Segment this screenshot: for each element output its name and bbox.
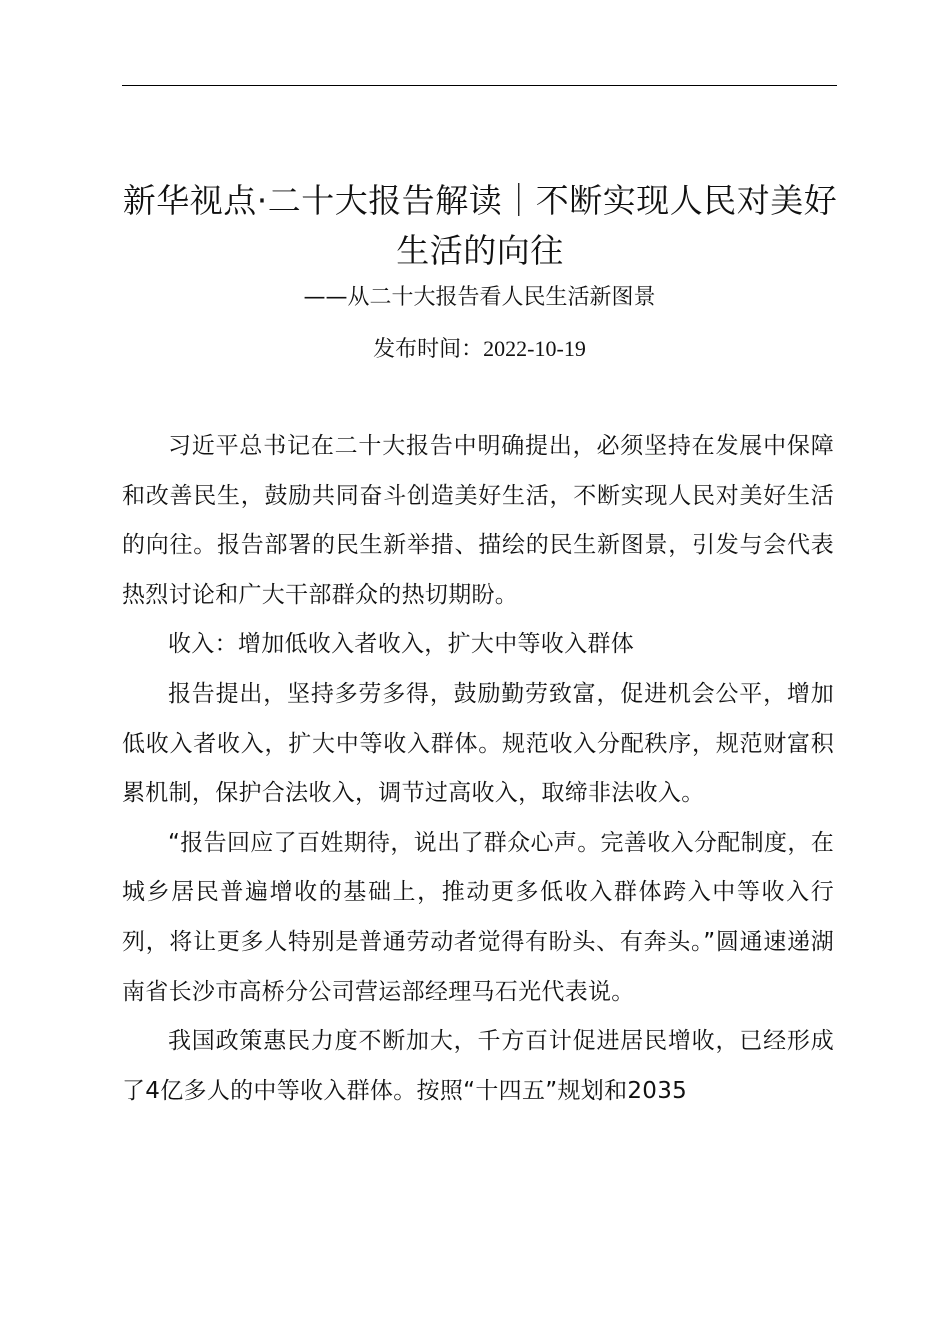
document-title: 新华视点·二十大报告解读｜不断实现人民对美好生活的向往 bbox=[122, 181, 838, 270]
paragraph: 习近平总书记在二十大报告中明确提出，必须坚持在发展中保障和改善民生，鼓励共同奋斗创造美好生活，不断实现人民对美好生活的向往。报告部署的民生新举措、描绘的民生新图景，引发与会代表热烈讨论和广大干部群众的热切期盼。 bbox=[122, 433, 834, 608]
publish-date bbox=[122, 334, 837, 365]
document-subtitle: ——从二十大报告看人民生活新图景 bbox=[303, 285, 656, 310]
paragraph: 我国政策惠民力度不断加大，千方百计促进居民增收，已经形成了4亿多人的中等收入群体。按照“十四五”规划和2035 bbox=[122, 1028, 834, 1104]
publish-date-value: 2022-10-19 bbox=[483, 336, 586, 361]
paragraph: “报告回应了百姓期待，说出了群众心声。完善收入分配制度，在城乡居民普遍增收的基础上，推动更多低收入群体跨入中等收入行列，将让更多人特别是普通劳动者觉得有盼头、有奔头。”圆通速递湖南省长沙市高桥分公司营运部经理马石光代表说。 bbox=[122, 829, 834, 1005]
paragraph: 报告提出，坚持多劳多得，鼓励勤劳致富，促进机会公平，增加低收入者收入，扩大中等收入群体。规范收入分配秩序，规范财富积累机制，保护合法收入，调节过高收入，取缔非法收入。 bbox=[122, 680, 834, 807]
header-rule bbox=[122, 85, 837, 86]
section-heading: 收入：增加低收入者收入，扩大中等收入群体 bbox=[168, 631, 634, 658]
article-body bbox=[122, 422, 834, 1116]
publish-date-label: 发布时间： bbox=[373, 337, 484, 362]
